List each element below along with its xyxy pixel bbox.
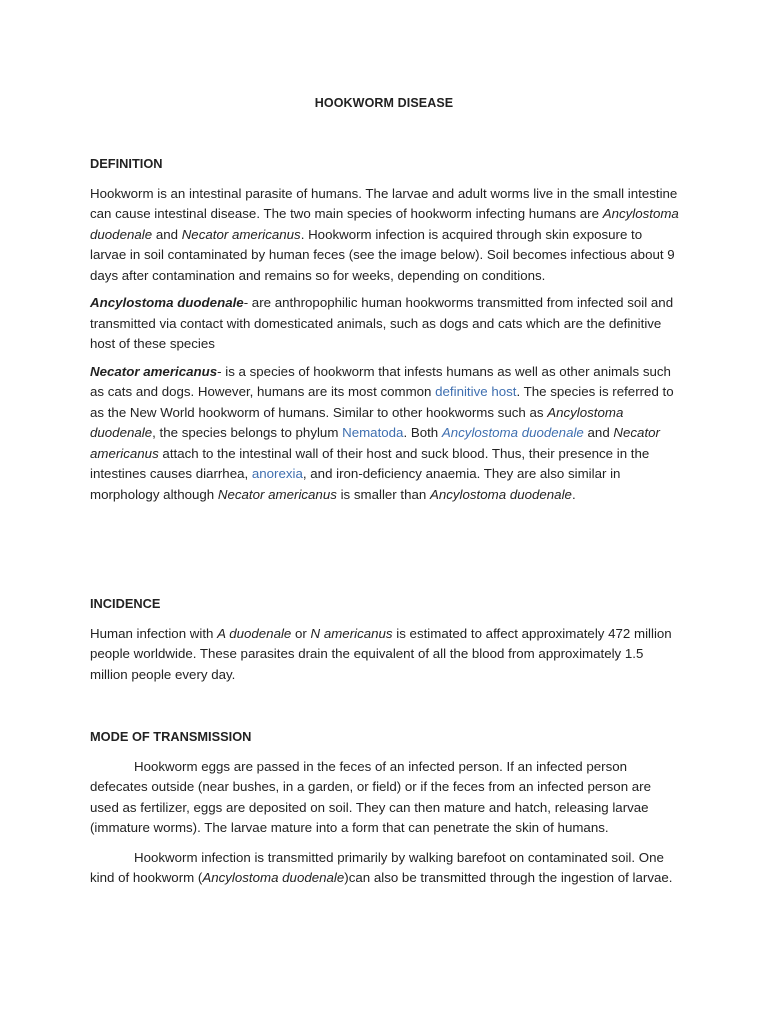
necator-paragraph: Necator americanus- is a species of hookworm that infests humans as well as other animals such as cats and dogs. However, humans are its most common definitive host. The species is referred to as the New World hookworm of humans. Similar to other hookworms such as Ancylostoma duodenale, the species belongs to phylum Nematoda. Both Ancylostoma duodenale and Necator americanus attach to the intestinal wall of their host and suck blood. Thus, their presence in the intestines causes diarrhea, anorexia, and iron-deficiency anaemia. They are also similar in morphology although Necator americanus is smaller than Ancylostoma duodenale. xyxy=(90,363,674,502)
transmission-section xyxy=(90,727,680,889)
link-nematoda[interactable]: Nematoda xyxy=(342,425,404,440)
link-definitive-host[interactable]: definitive host xyxy=(435,384,517,399)
definition-section xyxy=(90,154,680,505)
page-title: HOOKWORM DISEASE xyxy=(314,96,454,110)
incidence-paragraph: Human infection with A duodenale or N americanus is estimated to affect approximately 472 million people worldwide. These parasites drain the equivalent of all the blood from approximately 1.5 million people every day. xyxy=(90,625,672,682)
ancylostoma-paragraph: Ancylostoma duodenale- are anthropophilic human hookworms transmitted from infected soil and transmitted via contact with domesticated animals, such as dogs and cats which are the definitive host of these species xyxy=(90,295,674,351)
link-ancylostoma-duodenale[interactable]: Ancylostoma duodenale xyxy=(441,425,584,440)
definition-paragraph: Hookworm is an intestinal parasite of humans. The larvae and adult worms live in the small intestine can cause intestinal disease. The two main species of hookworm infecting humans are Ancylostoma duodenale and Necator americanus. Hookworm infection is acquired through skin exposure to larvae in soil contaminated by human feces (see the image below). Soil becomes infectious about 9 days after contamination and remains so for weeks, depending on conditions. xyxy=(90,185,679,283)
incidence-section xyxy=(90,594,680,685)
definition-heading: DEFINITION xyxy=(90,156,163,171)
incidence-heading: INCIDENCE xyxy=(90,596,161,611)
transmission-paragraph-2: Hookworm infection is transmitted primarily by walking barefoot on contaminated soil. One kind of hookworm (Ancylostoma duodenale)can also be transmitted through the ingestion of larvae. xyxy=(90,849,673,885)
transmission-heading: MODE OF TRANSMISSION xyxy=(90,729,252,744)
link-anorexia[interactable]: anorexia xyxy=(251,466,303,481)
transmission-paragraph-1: Hookworm eggs are passed in the feces of an infected person. If an infected person defecates outside (near bushes, in a garden, or field) or if the feces from an infected person are used as fertilizer, eggs are deposited on soil. They can then mature and hatch, releasing larvae (immature worms). The larvae mature into a form that can penetrate the skin of humans. xyxy=(90,758,652,835)
